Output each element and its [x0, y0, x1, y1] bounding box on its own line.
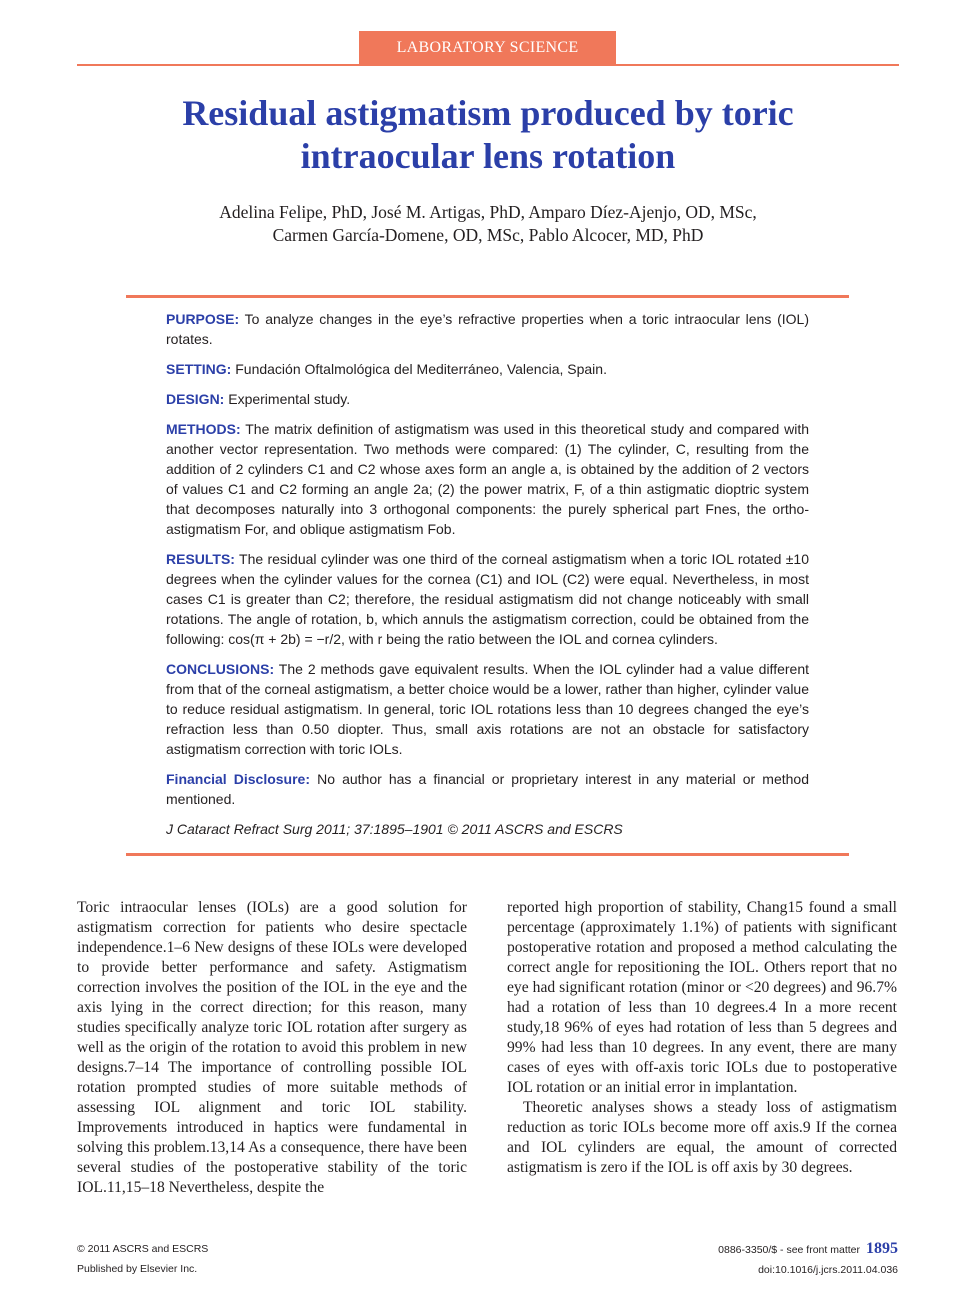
purpose-label: PURPOSE: — [166, 311, 240, 327]
purpose-text: To analyze changes in the eye’s refractive properties when a toric intraocular lens (IOL) rotates. — [166, 311, 809, 347]
design-label: DESIGN: — [166, 391, 225, 407]
methods-label: METHODS: — [166, 421, 241, 437]
setting-text: Fundación Oftalmológica del Mediterráneo, Valencia, Spain. — [235, 361, 607, 377]
body-column-left — [77, 898, 467, 1198]
abstract-design — [166, 389, 809, 409]
results-text: The residual cylinder was one third of the corneal astigmatism when a toric IOL rotated ±10 degrees when the cylinder values for the cornea (C1) and IOL (C2) were equal. Nevertheless, in most cases C1 is greater than C2; therefore, the residual astigmatism did not change noticeably with small rotations. The angle of rotation, b, which annuls the astigmatism correction, could be obtained from the following: cos(π + 2b) = −r/2, with r being the ratio between the IOL and cornea cylinders. — [166, 551, 810, 647]
conclusions-text: The 2 methods gave equivalent results. When the IOL cylinder had a value different from that of the corneal astigmatism, a better choice would be a lower, rather than higher, cylinder value to reduce residual astigmatism. In general, toric IOL rotations less than 10 degrees changed the eye’s refraction less than 0.50 diopter. Thus, small axis rotations are not an obstacle for satisfactory astigmatism correction with toric IOLs. — [166, 661, 809, 757]
body-paragraph-stability: reported high proportion of stability, Chang15 found a small percentage (approximately 1.1%) of patients with significant postoperative rotation and proposed a method calculating the correct angle for repositioning the IOL. Others report that no eye had significant rotation (minor or <20 degrees) and 96.7% had a rotation of less than 10 degrees.4 In a more recent study,18 96% of eyes had rotation of less than 5 degrees and 99% had less than 10 degrees. In any event, there are many cases of eyes with off-axis toric IOLs due to postoperative IOL rotation or an initial error in implantation. — [507, 899, 897, 1096]
issn-row — [718, 1239, 898, 1260]
abstract — [166, 309, 809, 849]
body-column-right — [507, 898, 897, 1178]
journal-citation: J Cataract Refract Surg 2011; 37:1895–1901 © 2011 ASCRS and ESCRS — [166, 821, 623, 837]
footer-right — [718, 1239, 898, 1280]
doi-link[interactable]: 10.1016/j.jcrs.2011.04.036 — [775, 1264, 898, 1276]
design-text: Experimental study. — [228, 391, 351, 407]
copyright-line: © 2011 ASCRS and ESCRS — [77, 1243, 209, 1255]
abstract-results — [166, 549, 809, 649]
title-line-2: intraocular lens rotation — [300, 136, 676, 176]
abstract-purpose — [166, 309, 809, 349]
body-paragraph-theoretic: Theoretic analyses shows a steady loss of astigmatism reduction as toric IOLs become more off axis.9 If the cornea and IOL cylinders are equal, the amount of corrected astigmatism is zero if the IOL is off axis by 30 degrees. — [507, 1099, 897, 1176]
disclosure-label: Financial Disclosure: — [166, 771, 311, 787]
conclusions-label: CONCLUSIONS: — [166, 661, 275, 677]
abstract-methods — [166, 419, 809, 539]
abstract-disclosure — [166, 769, 809, 809]
doi-row — [718, 1260, 898, 1280]
publisher-line: Published by Elsevier Inc. — [77, 1263, 198, 1275]
setting-label: SETTING: — [166, 361, 232, 377]
author-line-2: Carmen García-Domene, OD, MSc, Pablo Alcocer, MD, PhD — [272, 225, 704, 245]
footer-left — [77, 1239, 208, 1279]
doi-prefix: doi: — [758, 1264, 776, 1276]
title-line-1: Residual astigmatism produced by toric — [182, 93, 794, 133]
abstract-top-rule — [126, 295, 849, 298]
author-list — [77, 201, 899, 247]
body-paragraph-intro: Toric intraocular lenses (IOLs) are a good solution for astigmatism correction for patients who desire spectacle independence.1–6 New designs of these IOLs were developed to provide better performance and safety. Astigmatism correction involves the position of the IOL in the eye and the axis lying in the correct direction; for this reason, many studies specifically analyze toric IOL rotation after surgery as well as the origin of the rotation to avoid this problem in new designs.7–14 The importance of controlling possible IOL rotation prompted studies of more suitable methods of assessing IOL alignment and toric IOL stability. Improvements introduced in haptics were fundamental in solving this problem.13,14 As a consequence, there have been several studies of the postoperative stability of the toric IOL.11,15–18 Nevertheless, despite the — [77, 899, 467, 1196]
section-label: LABORATORY SCIENCE — [359, 31, 616, 65]
header-rule — [77, 64, 899, 66]
abstract-bottom-rule — [126, 853, 849, 856]
article-title — [77, 92, 899, 178]
author-line-1: Adelina Felipe, PhD, José M. Artigas, PhD, Amparo Díez-Ajenjo, OD, MSc, — [219, 202, 757, 222]
abstract-conclusions — [166, 659, 809, 759]
abstract-setting — [166, 359, 809, 379]
disclosure-text: No author has a financial or proprietary interest in any material or method mentioned. — [166, 771, 809, 807]
issn-line: 0886-3350/$ - see front matter — [718, 1244, 860, 1256]
results-label: RESULTS: — [166, 551, 235, 567]
page-number: 1895 — [866, 1240, 898, 1257]
methods-text: The matrix definition of astigmatism was used in this theoretical study and compared with another vector representation. Two methods were compared: (1) The cylinder, C, resulting from the addition of 2 cylinders C1 and C2 whose axes form an angle a, is obtained by the addition of 2 vectors of values C1 and C2 forming an angle 2a; (2) the power matrix, F, of a thin astigmatic dioptric system that decomposes naturally into 3 orthogonal components: the purely spherical part Fnes, the ortho-astigmatism For, and oblique astigmatism Fob. — [166, 421, 810, 537]
